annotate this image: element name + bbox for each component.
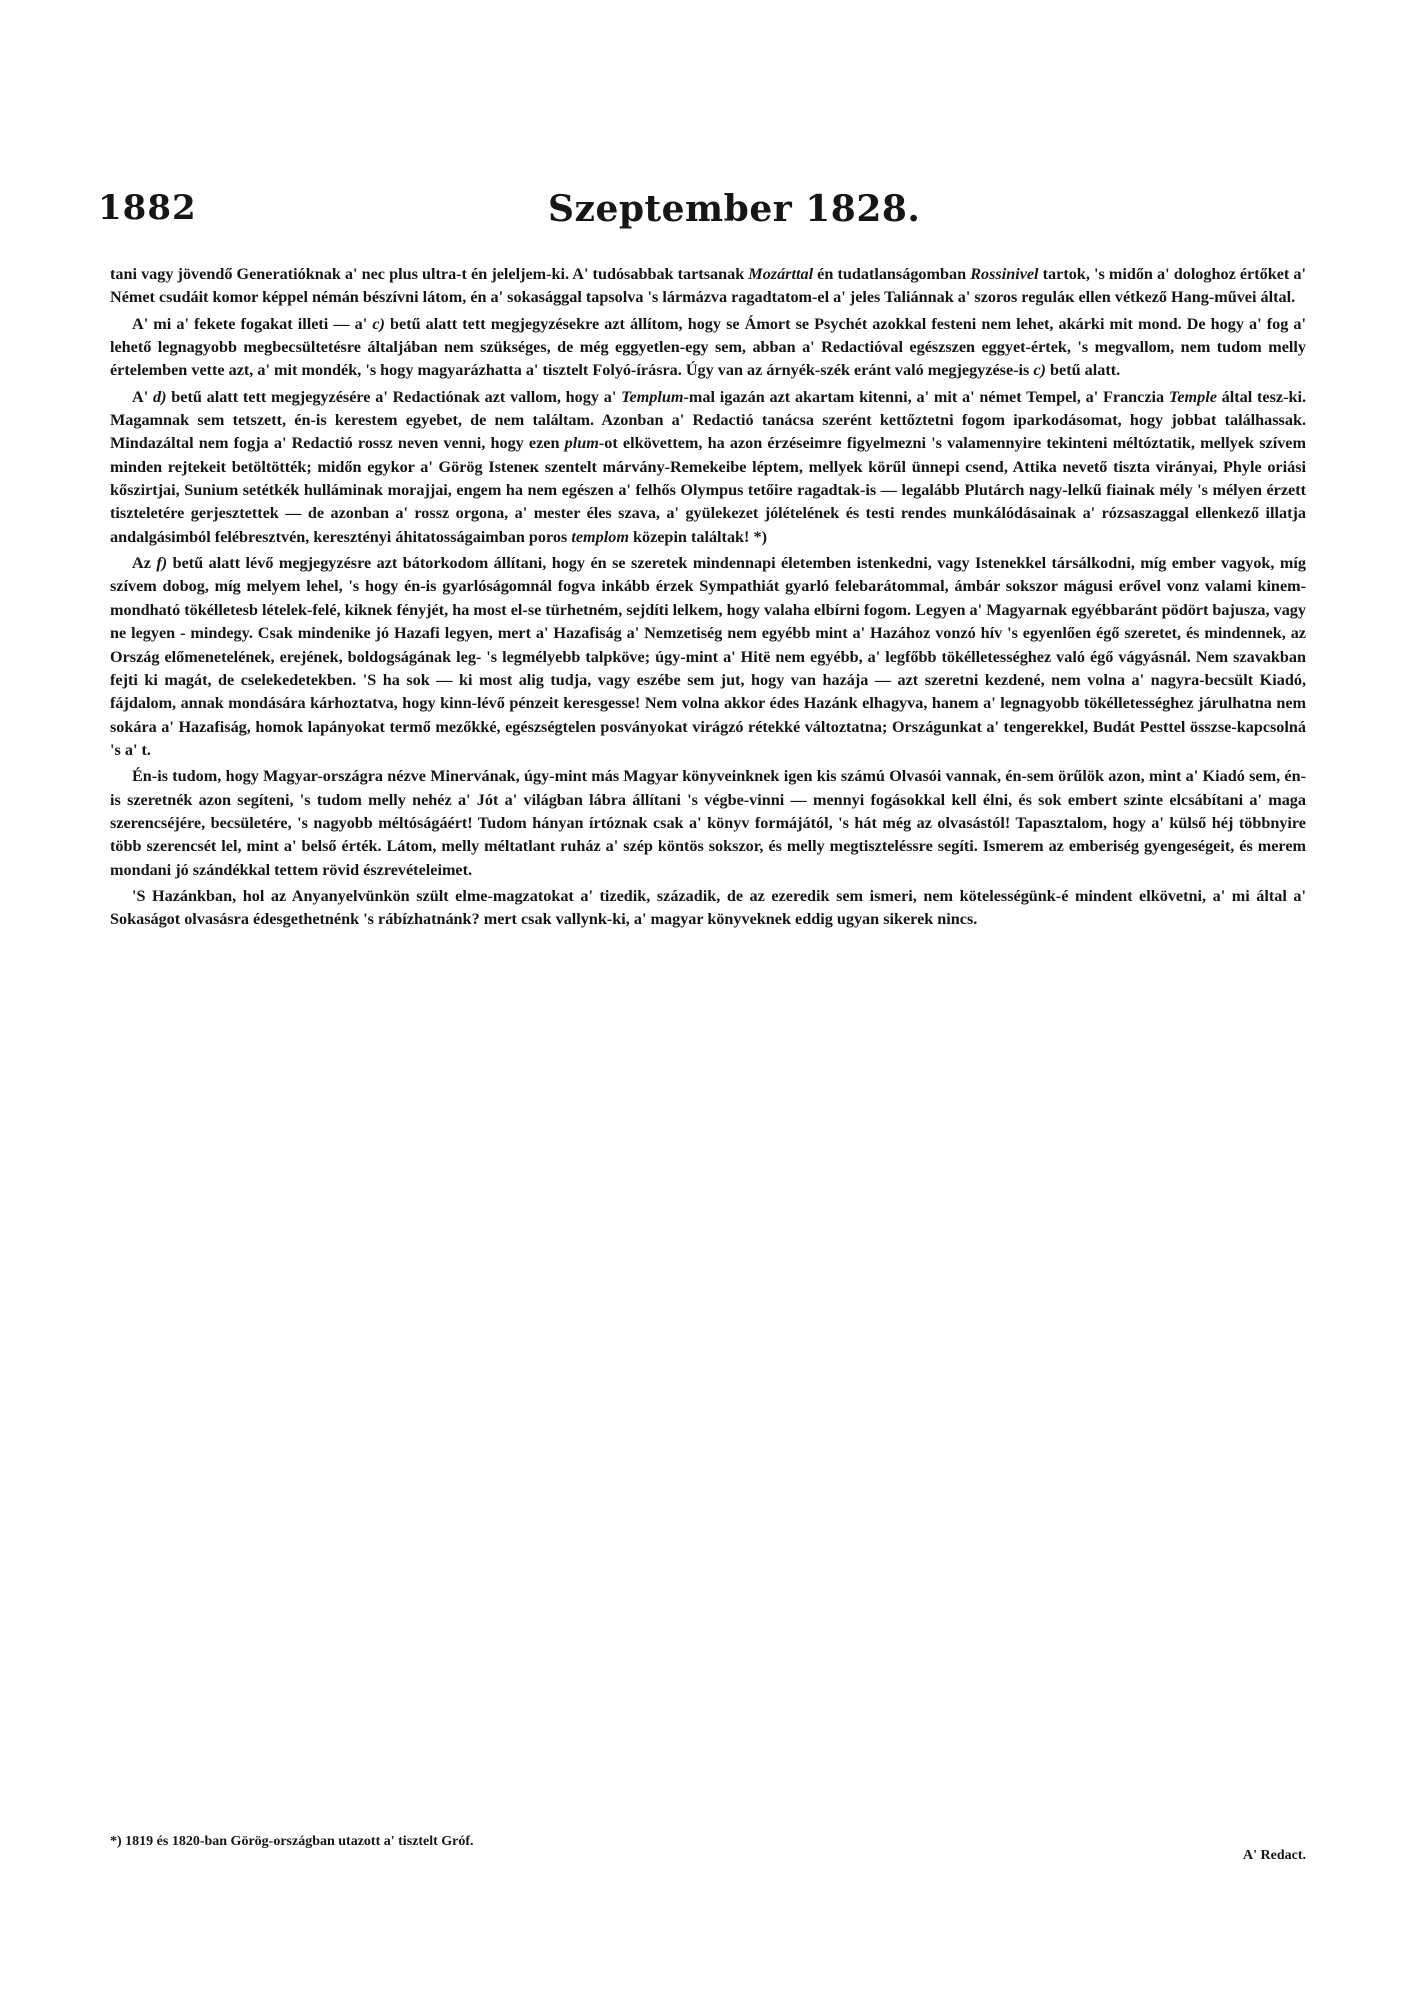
text-run: közepin találtak! *) — [628, 527, 767, 546]
italic-text-run: d) — [152, 387, 167, 406]
paragraph — [110, 765, 1306, 882]
italic-text-run: f) — [156, 554, 168, 573]
italic-text-run: Templum — [621, 387, 684, 406]
footnote-text: *) 1819 és 1820-ban Görög-országban utazott a' tisztelt Gróf. — [110, 1834, 474, 1849]
paragraph — [110, 263, 1306, 310]
italic-text-run: plum — [564, 434, 599, 453]
text-run: betű alatt. — [1045, 361, 1121, 380]
italic-text-run: c) — [1033, 361, 1046, 380]
text-run: betű alatt lévő megjegyzésre azt bátorkodom állítani, hogy én se szeretek mindennapi életemben istenkedni, vagy Istenekkel társálkodni, míg ember vagyok, míg szívem dobog, míg melyem lehel, 's hogy én-is gyarlóságomnál fogva inkább érzek Sympathiát gyarló felebarátommal, ámbár sokszor mágusi erővel vonz valami kinem-mondható tökélletesb lételek-felé, kiknek fényjét, ha most el-se türhetném, sejdíti lelkem, hogy valaha elbírni fogom. Legyen a' Magyarnak egyébbaránt pödört bajusza, vagy ne legyen - mindegy. Csak mindenike jó Hazafi legyen, mert a' Hazafiság a' Nemzetiség nem egyébb mint a' Hazához vonzó hív 's egyenlően égő szeretet, és mindennek, az Ország előmenetelének, erejének, boldogságának leg- 's legmélyebb talpköve; úgy-mint a' Hitё nem egyébb, a' legfőbb tökélletességhez való égő vágyásnál. Nem szavakban fejti ki magát, de cselekedetekben. 'S ha sok — ki most alig tudja, vagy eszébe sem jut, hogy van hazája — azt szeretni kezdené, nem volna a' nagyra-becsült Kiadó, fájdalom, annak mondására kárhoztatva, hogy kinn-lévő pénzeit keresgesse! Nem volna akkor édes Hazánk elhagyva, hanem a' legnagyobb tökélletességhez járulhatna nem sokára a' Hazafiság, homok lapányokat termő mezőkké, egészségtelen posványokat virágzó rétekké változtatna; Országunkat a' tengerekkel, Budát Pesttel összse-kapcsolná 's a' t. — [110, 554, 1307, 759]
text-run: által tesz-ki. Magamnak sem tetszett, én-is kerestem egyebet, de nem találtam. Azonban a' Redactió tanácsa szerént kettőztetni fogom iparkodásomat, hogy jobbat találhassak. Mindazáltal nem fogja a' Redactió rossz neven venni, hogy ezen — [110, 387, 1307, 453]
italic-text-run: templom — [571, 527, 629, 546]
text-run: én tudatlanságomban — [813, 265, 971, 283]
page-number: 1882 — [98, 188, 197, 228]
italic-text-run: Rossinivel — [970, 265, 1039, 283]
text-run: A' mi a' fekete fogakat illeti — a' — [132, 314, 373, 333]
italic-text-run: Temple — [1168, 387, 1217, 406]
text-run: -mal igazán azt akartam kitenni, a' mit a' német Tempel, a' Franczia — [683, 387, 1169, 406]
paragraph — [110, 552, 1306, 762]
italic-text-run: c) — [372, 314, 385, 333]
footnote-signature: A' Redact. — [1243, 1848, 1306, 1863]
header-title: Szeptember 1828. — [548, 188, 921, 230]
text-run: tani vagy jövendő Generatióknak a' nec plus ultra-t én jeleljem-ki. A' tudósabbak tartsanak — [110, 265, 749, 283]
italic-text-run: Mozárttal — [748, 265, 814, 283]
paragraph — [110, 386, 1306, 549]
paragraph — [110, 885, 1306, 932]
text-run: 'S Hazánkban, hol az Anyanyelvünkön szült elme-magzatokat a' tizedik, századik, de az ezeredik sem ismeri, nem kötelességünk-é mindent elkövetni, a' mi által a' Sokaságot olvasásra édesgethetnénk 's rábízhatnánk? mert csak vallynk-ki, a' magyar könyveknek eddig ugyan sikerek nincs. — [110, 886, 1306, 929]
text-run: betű alatt tett megjegyzésére a' Redactiónak azt vallom, hogy a' — [166, 387, 622, 406]
text-run: -ot elkövettem, ha azon érzéseimre figyelmezni 's valamennyire tekinteni méltóztatik, mellyek szívem minden rejtekeit betöltötték; midőn egykor a' Görög Isteneк szentelt márvány-Remekeibe léptem, mellyek körűl ünnepi csend, Attika nevető tiszta virányai, Phyle oriási kőszirtjai, Sunium setétkék hulláminak morajjai, engem ha nem egészen a' felhős Olympus tetőire ragadtak-is — legalább Plutárch nagy-lelkű fiainak mély 's mélyen érzett tiszteletére gerjesztettek — de azonban a' rossz orgona, a' mester éles szava, a' gyülekezet jólételének és testi rendes munkálódásainak a' rózsaszaggal ellenkező illatja andalgásimból felébresztvén, keresztényi áhitatosságaimban poros — [110, 434, 1306, 546]
text-run: Én-is tudom, hogy Magyar-országra nézve Minervának, úgy-mint más Magyar könyveinknek igen kis számú Olvasói vannak, én-sem örűlök azon, mint a' Kiadó sem, én-is szeretnék azon segíteni, 's tudom melly nehéz a' Jót a' világban lábra állítani 's végbe-vinni — mennyi fogásokkal kell élni, és sok embert szinte elcsábítani a' maga szerencséjére, becsületére, 's nagyobb méltóságáért! Tudom hányan írtóznak csak a' könyv formájától, 's hát még az olvasástól! Tapasztalom, hogy a' külső héj többnyire több szerencsét lel, mint a' belső érték. Látom, melly méltatlant ruház a' szép köntös sokszor, és melly megtiszteléssre segíti. Ismerem az emberiség gyengeségeit, és merem mondani jó szándékkal tettem rövid észrevételeimet. — [110, 767, 1306, 879]
text-run: Az — [132, 554, 157, 573]
paragraph — [110, 313, 1306, 383]
text-run: tartok, 's midőn a' dologhoz értőket a' Német csudáit komor képpel némán bészívni látom, én a' sokasággal tapsolva 's lármázva ragadtatom-el a' jeles Taliánnak a' szoros reguláк ellen vétkező Hang-művei által. — [110, 265, 1306, 307]
text-run: betű alatt tett megjegyzésekre azt állítom, hogy se Ámort se Psychét azokkal festeni nem lehet, akárki mit mond. De hogy a' fog a' lehető legnagyobb megbecsültetésre általjában nem szükséges, de még eggyetlen-egy sem, abban a' Redactióval egészszen eggyet-értek, 's megvallom, nem tudom melly értelemben vette azt, a' mit mondék, 's hogy magyarázhatta a' tisztelt Folyó-írásra. Úgy van az árnyék-szék eránt való megjegyzése-is — [110, 314, 1307, 380]
body-text — [110, 263, 1306, 935]
running-head — [98, 188, 1318, 238]
text-run: A' — [132, 387, 153, 406]
